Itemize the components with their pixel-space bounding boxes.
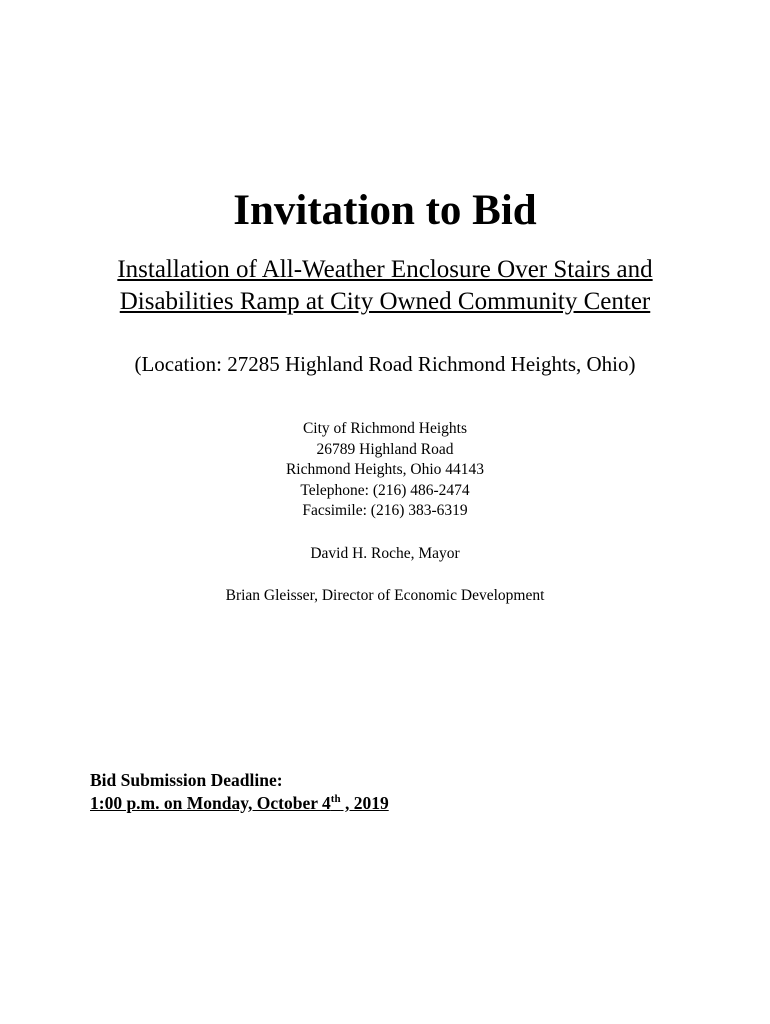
deadline-year: , 2019: [340, 793, 389, 813]
city-state-zip: Richmond Heights, Ohio 44143: [285, 461, 485, 478]
project-location: (Location: 27285 Highland Road Richmond Heights, Ohio): [134, 352, 636, 376]
city-facsimile: Facsimile: (216) 383-6319: [302, 502, 468, 519]
city-name: City of Richmond Heights: [302, 420, 468, 437]
city-telephone: Telephone: (216) 486-2474: [300, 481, 470, 499]
project-subtitle: Installation of All-Weather Enclosure Over Stairs and Disabilities Ramp at City Owned Community Center: [117, 256, 653, 315]
deadline-label: Bid Submission Deadline:: [90, 770, 283, 790]
deadline-datetime: [90, 792, 389, 815]
document-title: Invitation to Bid: [233, 187, 537, 234]
deadline-time-prefix: 1:00 p.m. on Monday, October 4: [90, 793, 331, 813]
bid-deadline: [90, 769, 389, 815]
city-street: 26789 Highland Road: [316, 440, 454, 458]
mayor-name: David H. Roche, Mayor: [310, 545, 460, 562]
city-contact-block: [0, 419, 770, 522]
deadline-ordinal-suffix: th: [330, 793, 341, 806]
director-name: Brian Gleisser, Director of Economic Development: [225, 587, 545, 604]
